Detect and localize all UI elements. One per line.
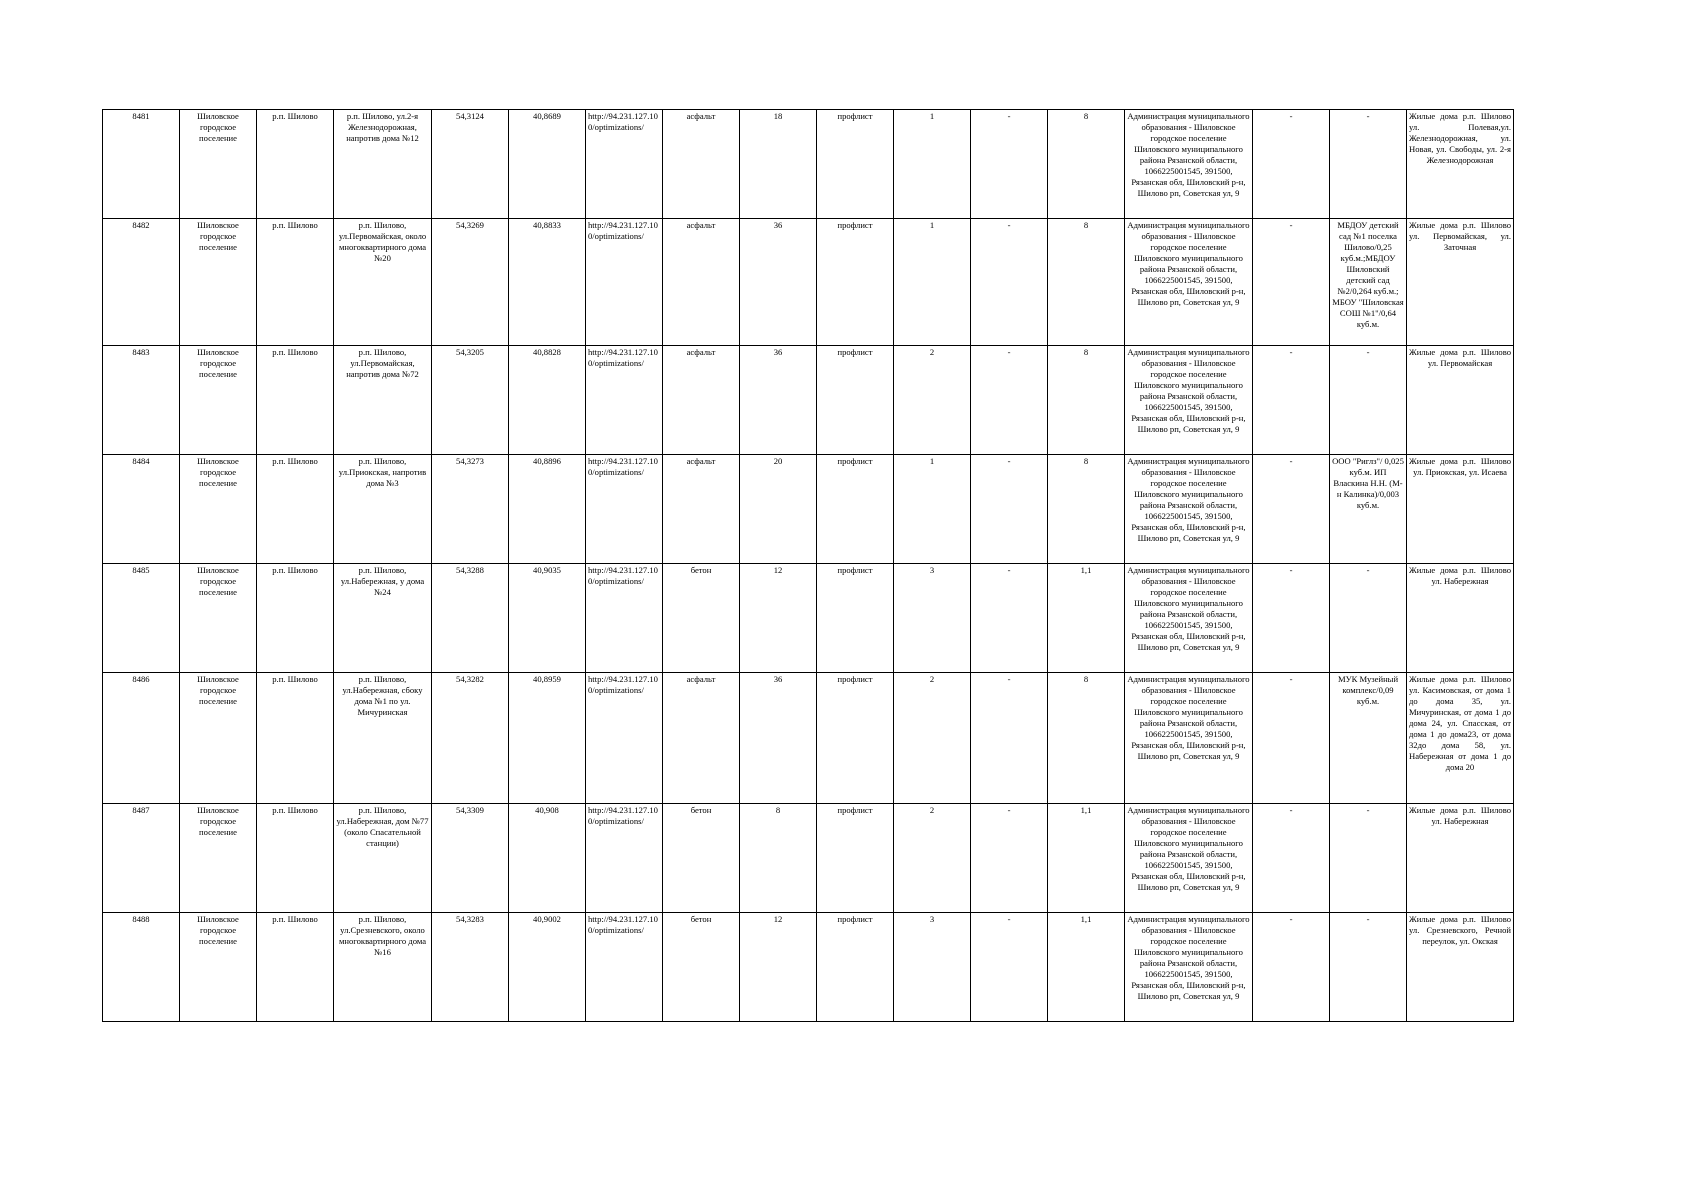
cell-locality: р.п. Шилово bbox=[257, 673, 334, 804]
cell-settlement: Шиловское городское поселение bbox=[180, 346, 257, 455]
cell-planned-containers: - bbox=[971, 346, 1048, 455]
table-row bbox=[103, 219, 1514, 346]
document-page bbox=[102, 109, 1514, 1022]
cell-area: 18 bbox=[740, 110, 817, 219]
cell-waste-sources: Жилые дома р.п. Шилово ул. Приокская, ул. Исаева bbox=[1407, 455, 1514, 564]
cell-organizations: - bbox=[1330, 804, 1407, 913]
cell-settlement: Шиловское городское поселение bbox=[180, 673, 257, 804]
cell-fence-material: профлист bbox=[817, 110, 894, 219]
cell-fence-material: профлист bbox=[817, 564, 894, 673]
cell-registry-number: 8486 bbox=[103, 673, 180, 804]
cell-latitude: 54,3273 bbox=[432, 455, 509, 564]
cell-extra: - bbox=[1253, 455, 1330, 564]
cell-planned-containers: - bbox=[971, 219, 1048, 346]
cell-settlement: Шиловское городское поселение bbox=[180, 804, 257, 913]
cell-owner: Администрация муниципального образования - Шиловское городское поселение Шиловского муниципального района Рязанской области, 1066225001545, 391500, Рязанская обл, Шиловский р-н, Шилово рп, Советская ул, 9 bbox=[1125, 219, 1253, 346]
cell-container-count: 3 bbox=[894, 564, 971, 673]
cell-planned-containers: - bbox=[971, 110, 1048, 219]
cell-extra: - bbox=[1253, 913, 1330, 1022]
cell-locality: р.п. Шилово bbox=[257, 804, 334, 913]
cell-locality: р.п. Шилово bbox=[257, 219, 334, 346]
cell-owner: Администрация муниципального образования - Шиловское городское поселение Шиловского муниципального района Рязанской области, 1066225001545, 391500, Рязанская обл, Шиловский р-н, Шилово рп, Советская ул, 9 bbox=[1125, 804, 1253, 913]
cell-settlement: Шиловское городское поселение bbox=[180, 564, 257, 673]
cell-planned-containers: - bbox=[971, 804, 1048, 913]
cell-registry-number: 8487 bbox=[103, 804, 180, 913]
cell-locality: р.п. Шилово bbox=[257, 913, 334, 1022]
cell-extra: - bbox=[1253, 110, 1330, 219]
cell-registry-number: 8481 bbox=[103, 110, 180, 219]
table-row bbox=[103, 673, 1514, 804]
cell-extra: - bbox=[1253, 346, 1330, 455]
cell-longitude: 40,8689 bbox=[509, 110, 586, 219]
cell-address: р.п. Шилово, ул.Набережная, сбоку дома №1 по ул. Мичуринская bbox=[334, 673, 432, 804]
cell-fence-material: профлист bbox=[817, 219, 894, 346]
cell-waste-sources: Жилые дома р.п. Шилово ул. Касимовская, от дома 1 до дома 35, ул. Мичуринская, от дома 1 до дома 24, ул. Спасская, от дома 1 до дома23, от дома 32до дома 58, ул. Набережная от дома 1 до дома 20 bbox=[1407, 673, 1514, 804]
cell-locality: р.п. Шилово bbox=[257, 455, 334, 564]
cell-planned-containers: - bbox=[971, 564, 1048, 673]
cell-owner: Администрация муниципального образования - Шиловское городское поселение Шиловского муниципального района Рязанской области, 1066225001545, 391500, Рязанская обл, Шиловский р-н, Шилово рп, Советская ул, 9 bbox=[1125, 673, 1253, 804]
cell-address: р.п. Шилово, ул.Набережная, у дома №24 bbox=[334, 564, 432, 673]
cell-address: р.п. Шилово, ул.Первомайская, около многоквартирного дома №20 bbox=[334, 219, 432, 346]
cell-owner: Администрация муниципального образования - Шиловское городское поселение Шиловского муниципального района Рязанской области, 1066225001545, 391500, Рязанская обл, Шиловский р-н, Шилово рп, Советская ул, 9 bbox=[1125, 346, 1253, 455]
table-row bbox=[103, 455, 1514, 564]
cell-address: р.п. Шилово, ул.Срезневского, около многоквартирного дома №16 bbox=[334, 913, 432, 1022]
cell-registry-number: 8484 bbox=[103, 455, 180, 564]
cell-waste-sources: Жилые дома р.п. Шилово ул. Первомайская, ул. Заточная bbox=[1407, 219, 1514, 346]
cell-latitude: 54,3282 bbox=[432, 673, 509, 804]
cell-extra: - bbox=[1253, 673, 1330, 804]
cell-longitude: 40,9035 bbox=[509, 564, 586, 673]
cell-map-link: http://94.231.127.100/optimizations/ bbox=[586, 913, 663, 1022]
cell-planned-containers: - bbox=[971, 673, 1048, 804]
cell-locality: р.п. Шилово bbox=[257, 564, 334, 673]
cell-waste-sources: Жилые дома р.п. Шилово ул. Набережная bbox=[1407, 564, 1514, 673]
cell-waste-sources: Жилые дома р.п. Шилово ул. Срезневского, Речной переулок, ул. Окская bbox=[1407, 913, 1514, 1022]
cell-container-volume: 8 bbox=[1048, 455, 1125, 564]
cell-registry-number: 8488 bbox=[103, 913, 180, 1022]
cell-settlement: Шиловское городское поселение bbox=[180, 913, 257, 1022]
cell-container-volume: 8 bbox=[1048, 110, 1125, 219]
cell-settlement: Шиловское городское поселение bbox=[180, 219, 257, 346]
cell-longitude: 40,8833 bbox=[509, 219, 586, 346]
cell-organizations: - bbox=[1330, 913, 1407, 1022]
cell-container-volume: 1,1 bbox=[1048, 913, 1125, 1022]
cell-latitude: 54,3269 bbox=[432, 219, 509, 346]
cell-extra: - bbox=[1253, 804, 1330, 913]
cell-surface-type: асфальт bbox=[663, 346, 740, 455]
cell-map-link: http://94.231.127.100/optimizations/ bbox=[586, 804, 663, 913]
cell-container-count: 3 bbox=[894, 913, 971, 1022]
cell-organizations: - bbox=[1330, 346, 1407, 455]
cell-owner: Администрация муниципального образования - Шиловское городское поселение Шиловского муниципального района Рязанской области, 1066225001545, 391500, Рязанская обл, Шиловский р-н, Шилово рп, Советская ул, 9 bbox=[1125, 110, 1253, 219]
cell-surface-type: бетон bbox=[663, 913, 740, 1022]
cell-container-count: 1 bbox=[894, 219, 971, 346]
cell-container-volume: 8 bbox=[1048, 346, 1125, 455]
cell-map-link: http://94.231.127.100/optimizations/ bbox=[586, 564, 663, 673]
cell-container-volume: 8 bbox=[1048, 219, 1125, 346]
cell-fence-material: профлист bbox=[817, 346, 894, 455]
cell-address: р.п. Шилово, ул.Набережная, дом №77 (около Спасательной станции) bbox=[334, 804, 432, 913]
cell-map-link: http://94.231.127.100/optimizations/ bbox=[586, 455, 663, 564]
cell-latitude: 54,3205 bbox=[432, 346, 509, 455]
cell-fence-material: профлист bbox=[817, 673, 894, 804]
cell-container-count: 2 bbox=[894, 804, 971, 913]
cell-locality: р.п. Шилово bbox=[257, 346, 334, 455]
cell-area: 12 bbox=[740, 564, 817, 673]
cell-surface-type: асфальт bbox=[663, 673, 740, 804]
cell-fence-material: профлист bbox=[817, 455, 894, 564]
table-row bbox=[103, 110, 1514, 219]
cell-fence-material: профлист bbox=[817, 804, 894, 913]
table-row bbox=[103, 564, 1514, 673]
cell-waste-sources: Жилые дома р.п. Шилово ул. Первомайская bbox=[1407, 346, 1514, 455]
cell-waste-sources: Жилые дома р.п. Шилово ул. Набережная bbox=[1407, 804, 1514, 913]
cell-container-count: 1 bbox=[894, 110, 971, 219]
cell-waste-sources: Жилые дома р.п. Шилово ул. Полевая,ул. Железнодорожная, ул. Новая, ул. Свободы, ул. 2-я Железнодорожная bbox=[1407, 110, 1514, 219]
table-row bbox=[103, 913, 1514, 1022]
cell-container-count: 2 bbox=[894, 346, 971, 455]
cell-map-link: http://94.231.127.100/optimizations/ bbox=[586, 110, 663, 219]
cell-container-count: 1 bbox=[894, 455, 971, 564]
table-row bbox=[103, 804, 1514, 913]
cell-address: р.п. Шилово, ул.2-я Железнодорожная, напротив дома №12 bbox=[334, 110, 432, 219]
cell-longitude: 40,8959 bbox=[509, 673, 586, 804]
cell-owner: Администрация муниципального образования - Шиловское городское поселение Шиловского муниципального района Рязанской области, 1066225001545, 391500, Рязанская обл, Шиловский р-н, Шилово рп, Советская ул, 9 bbox=[1125, 564, 1253, 673]
cell-locality: р.п. Шилово bbox=[257, 110, 334, 219]
cell-settlement: Шиловское городское поселение bbox=[180, 455, 257, 564]
cell-latitude: 54,3124 bbox=[432, 110, 509, 219]
cell-latitude: 54,3283 bbox=[432, 913, 509, 1022]
cell-surface-type: бетон bbox=[663, 804, 740, 913]
waste-sites-table bbox=[102, 109, 1514, 1022]
cell-longitude: 40,8828 bbox=[509, 346, 586, 455]
cell-container-volume: 8 bbox=[1048, 673, 1125, 804]
cell-owner: Администрация муниципального образования - Шиловское городское поселение Шиловского муниципального района Рязанской области, 1066225001545, 391500, Рязанская обл, Шиловский р-н, Шилово рп, Советская ул, 9 bbox=[1125, 455, 1253, 564]
cell-area: 20 bbox=[740, 455, 817, 564]
cell-longitude: 40,9002 bbox=[509, 913, 586, 1022]
cell-container-volume: 1,1 bbox=[1048, 564, 1125, 673]
table-row bbox=[103, 346, 1514, 455]
cell-registry-number: 8483 bbox=[103, 346, 180, 455]
cell-area: 36 bbox=[740, 219, 817, 346]
cell-fence-material: профлист bbox=[817, 913, 894, 1022]
cell-map-link: http://94.231.127.100/optimizations/ bbox=[586, 673, 663, 804]
cell-surface-type: асфальт bbox=[663, 455, 740, 564]
cell-address: р.п. Шилово, ул.Первомайская, напротив дома №72 bbox=[334, 346, 432, 455]
cell-surface-type: асфальт bbox=[663, 219, 740, 346]
cell-organizations: ООО "Риглз"/ 0,025 куб.м. ИП Власкина Н.Н. (М-н Калинка)/0,003 куб.м. bbox=[1330, 455, 1407, 564]
cell-organizations: МБДОУ детский сад №1 поселка Шилово/0,25 куб.м.;МБДОУ Шиловский детский сад №2/0,264 куб.м.; МБОУ "Шиловская СОШ №1"/0,64 куб.м. bbox=[1330, 219, 1407, 346]
cell-organizations: - bbox=[1330, 564, 1407, 673]
cell-area: 8 bbox=[740, 804, 817, 913]
cell-planned-containers: - bbox=[971, 913, 1048, 1022]
cell-owner: Администрация муниципального образования - Шиловское городское поселение Шиловского муниципального района Рязанской области, 1066225001545, 391500, Рязанская обл, Шиловский р-н, Шилово рп, Советская ул, 9 bbox=[1125, 913, 1253, 1022]
cell-registry-number: 8485 bbox=[103, 564, 180, 673]
cell-extra: - bbox=[1253, 219, 1330, 346]
cell-organizations: МУК Музейный комплекс/0,09 куб.м. bbox=[1330, 673, 1407, 804]
cell-surface-type: асфальт bbox=[663, 110, 740, 219]
cell-latitude: 54,3309 bbox=[432, 804, 509, 913]
cell-longitude: 40,8896 bbox=[509, 455, 586, 564]
cell-planned-containers: - bbox=[971, 455, 1048, 564]
cell-map-link: http://94.231.127.100/optimizations/ bbox=[586, 346, 663, 455]
cell-latitude: 54,3288 bbox=[432, 564, 509, 673]
cell-area: 36 bbox=[740, 673, 817, 804]
cell-area: 12 bbox=[740, 913, 817, 1022]
cell-surface-type: бетон bbox=[663, 564, 740, 673]
cell-extra: - bbox=[1253, 564, 1330, 673]
cell-settlement: Шиловское городское поселение bbox=[180, 110, 257, 219]
cell-area: 36 bbox=[740, 346, 817, 455]
cell-map-link: http://94.231.127.100/optimizations/ bbox=[586, 219, 663, 346]
cell-organizations: - bbox=[1330, 110, 1407, 219]
cell-registry-number: 8482 bbox=[103, 219, 180, 346]
cell-container-count: 2 bbox=[894, 673, 971, 804]
cell-longitude: 40,908 bbox=[509, 804, 586, 913]
cell-address: р.п. Шилово, ул.Приокская, напротив дома №3 bbox=[334, 455, 432, 564]
cell-container-volume: 1,1 bbox=[1048, 804, 1125, 913]
